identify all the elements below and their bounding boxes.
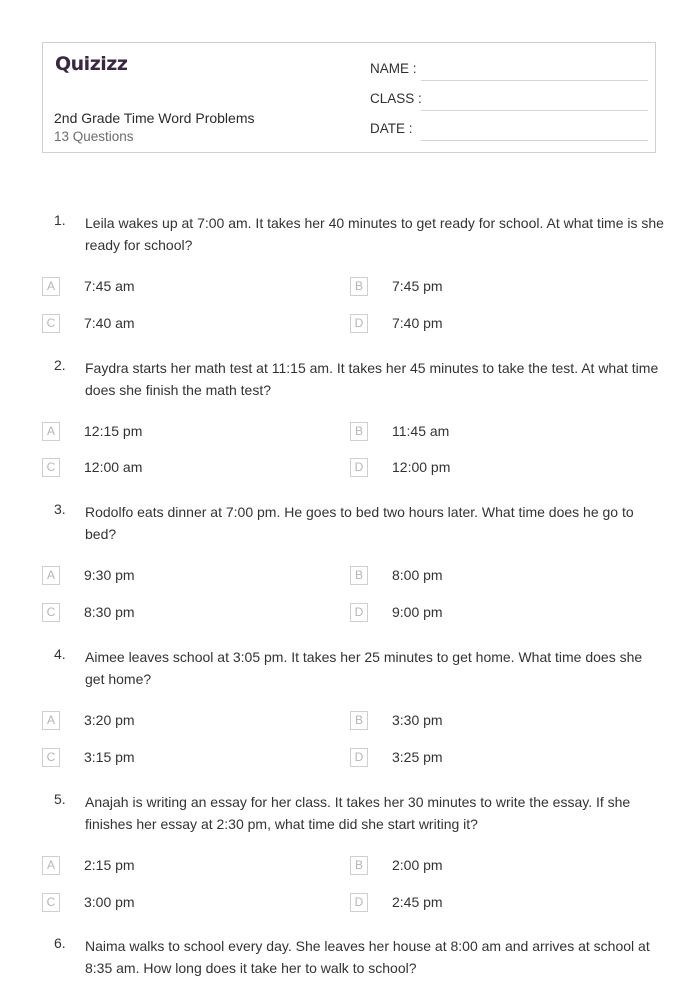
option-letter-box: D — [350, 314, 368, 333]
quizizz-logo: Quizizz — [55, 53, 128, 75]
option-value: 12:00 pm — [392, 459, 451, 475]
option-value: 2:45 pm — [392, 894, 443, 910]
question-number: 3. — [54, 501, 66, 517]
worksheet-header — [42, 42, 656, 153]
option-value: 2:00 pm — [392, 857, 443, 873]
option-value: 7:45 pm — [392, 278, 443, 294]
option-letter-box: A — [42, 422, 60, 441]
class-line[interactable] — [421, 110, 648, 111]
option-value: 3:20 pm — [84, 712, 135, 728]
option-letter-box: D — [350, 603, 368, 622]
option-letter-box: C — [42, 458, 60, 477]
question-number: 1. — [54, 212, 66, 228]
option-letter-box: B — [350, 277, 368, 296]
question-number: 2. — [54, 357, 66, 373]
option-value: 9:30 pm — [84, 567, 135, 583]
name-line[interactable] — [421, 80, 648, 81]
option-letter-box: D — [350, 458, 368, 477]
option-value: 3:00 pm — [84, 894, 135, 910]
option-value: 7:40 pm — [392, 315, 443, 331]
name-label: NAME : — [370, 61, 417, 76]
option-value: 2:15 pm — [84, 857, 135, 873]
name-field[interactable] — [370, 61, 648, 81]
option-letter-box: D — [350, 893, 368, 912]
date-label: DATE : — [370, 121, 413, 136]
option-letter-box: C — [42, 748, 60, 767]
question-text: Naima walks to school every day. She leaves her house at 8:00 am and arrives at school at 8:35 am. How long does it take her to walk to school? — [85, 938, 650, 976]
option-letter-box: A — [42, 856, 60, 875]
date-field[interactable] — [370, 121, 648, 141]
option-value: 3:15 pm — [84, 749, 135, 765]
option-letter-box: B — [350, 856, 368, 875]
option-value: 8:00 pm — [392, 567, 443, 583]
option-value: 12:15 pm — [84, 423, 143, 439]
option-letter-box: D — [350, 748, 368, 767]
option-value: 7:40 am — [84, 315, 135, 331]
question-text: Rodolfo eats dinner at 7:00 pm. He goes to bed two hours later. What time does he go to bed? — [85, 504, 634, 542]
option-value: 12:00 am — [84, 459, 143, 475]
question-text: Anajah is writing an essay for her class. It takes her 30 minutes to write the essay. If she finishes her essay at 2:30 pm, what time did she start writing it? — [85, 794, 631, 832]
class-field[interactable] — [370, 91, 648, 111]
option-value: 7:45 am — [84, 278, 135, 294]
option-letter-box: B — [350, 566, 368, 585]
question-number: 6. — [54, 935, 66, 951]
class-label: CLASS : — [370, 91, 422, 106]
option-value: 3:30 pm — [392, 712, 443, 728]
question-number: 4. — [54, 646, 66, 662]
date-line[interactable] — [421, 140, 648, 141]
question-text: Leila wakes up at 7:00 am. It takes her 40 minutes to get ready for school. At what time is she ready for school? — [85, 215, 664, 253]
question-number: 5. — [54, 791, 66, 807]
option-letter-box: B — [350, 422, 368, 441]
option-letter-box: A — [42, 277, 60, 296]
option-value: 9:00 pm — [392, 604, 443, 620]
option-value: 11:45 am — [392, 423, 450, 439]
option-value: 8:30 pm — [84, 604, 135, 620]
option-letter-box: A — [42, 711, 60, 730]
option-letter-box: B — [350, 711, 368, 730]
option-value: 3:25 pm — [392, 749, 443, 765]
option-letter-box: C — [42, 314, 60, 333]
question-text: Faydra starts her math test at 11:15 am. It takes her 45 minutes to take the test. At what time does she finish the math test? — [85, 360, 659, 398]
option-letter-box: C — [42, 603, 60, 622]
option-letter-box: A — [42, 566, 60, 585]
worksheet-title: 2nd Grade Time Word Problems — [54, 110, 255, 126]
question-text: Aimee leaves school at 3:05 pm. It takes her 25 minutes to get home. What time does she get home? — [85, 649, 643, 687]
question-count: 13 Questions — [54, 129, 134, 144]
option-letter-box: C — [42, 893, 60, 912]
